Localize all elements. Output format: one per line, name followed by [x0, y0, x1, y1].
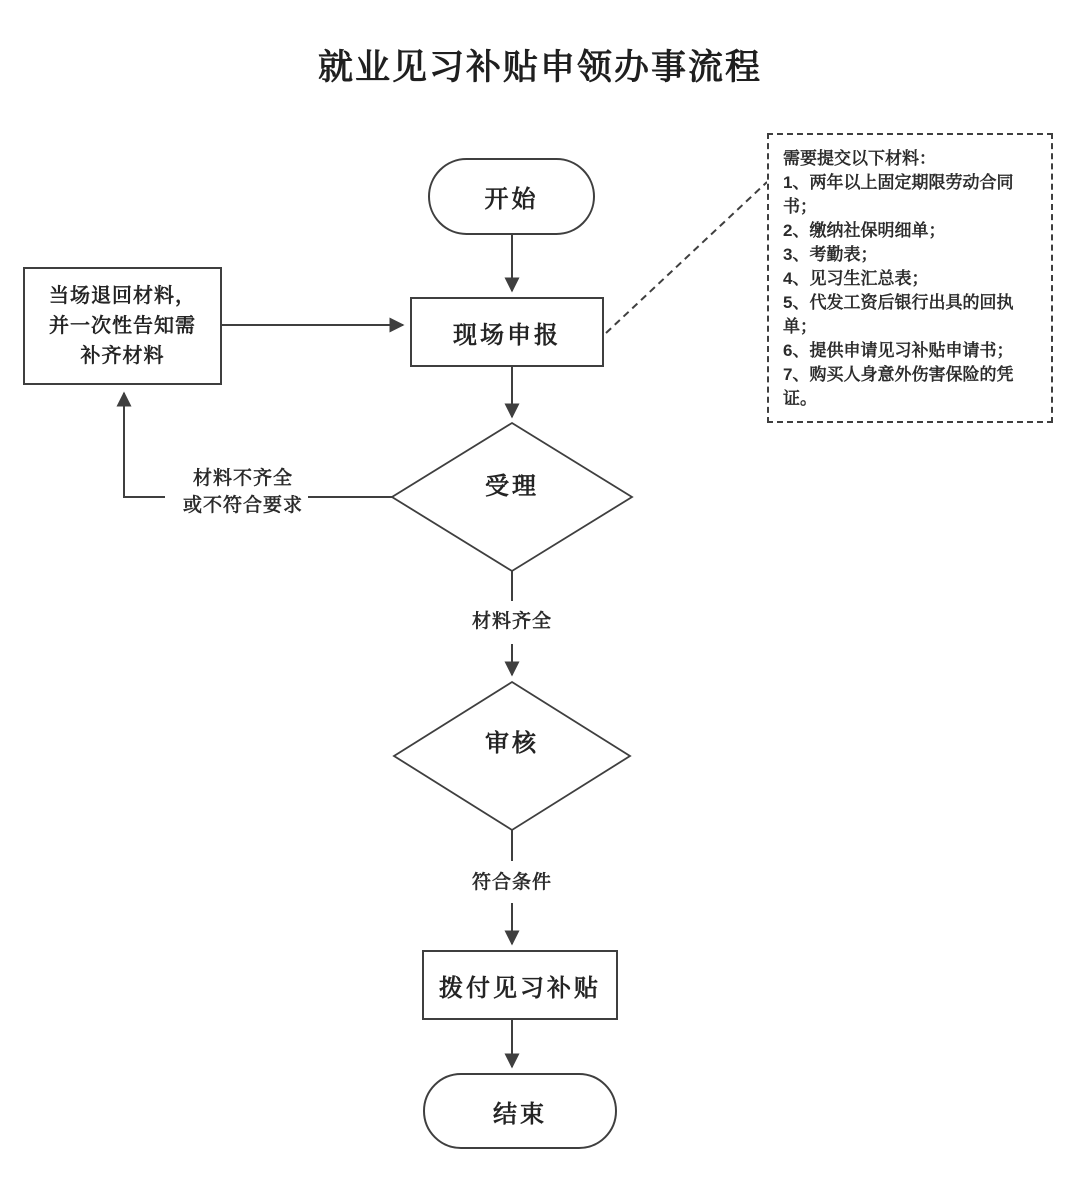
materials-note-item: 2、缴纳社保明细单； — [783, 221, 946, 240]
materials-note-item: 5、代发工资后银行出具的回执单； — [783, 293, 1014, 336]
materials-note-box — [767, 133, 1053, 423]
return-materials-node — [23, 267, 222, 385]
pay-subsidy-node — [422, 950, 618, 1020]
start-node — [428, 158, 595, 235]
return-materials-label: 当场退回材料，并一次性告知需补齐材料 — [49, 285, 196, 367]
materials-note-item: 6、提供申请见习补贴申请书； — [783, 341, 1014, 360]
edge-label-incomplete-line1: 材料不齐全 — [192, 468, 293, 489]
pay-subsidy-label: 拨付见习补贴 — [439, 974, 601, 1002]
onsite-declare-node — [410, 297, 604, 367]
onsite-declare-label: 现场申报 — [453, 321, 561, 349]
start-node-label: 开始 — [484, 186, 539, 213]
edge-incomplete-to-return — [124, 393, 165, 497]
materials-note-item: 7、购买人身意外伤害保险的凭证。 — [783, 365, 1014, 408]
materials-note-header: 需要提交以下材料： — [783, 149, 936, 168]
edge-label-incomplete — [163, 465, 323, 519]
review-decision-label: 审核 — [485, 730, 539, 757]
edge-label-qualified: 符合条件 — [471, 872, 552, 893]
materials-note-item: 1、两年以上固定期限劳动合同书； — [783, 173, 1014, 216]
edge-label-complete: 材料齐全 — [471, 611, 552, 632]
materials-note-item: 3、考勤表； — [783, 245, 878, 264]
page-title: 就业见习补贴申领办事流程 — [317, 48, 762, 87]
edge-declare-to-note-dashed — [606, 182, 767, 333]
materials-note-item: 4、见习生汇总表； — [783, 269, 929, 288]
end-node — [423, 1073, 617, 1149]
end-node-label: 结束 — [493, 1100, 547, 1128]
edge-label-incomplete-line2: 或不符合要求 — [182, 495, 303, 516]
accept-decision-label: 受理 — [485, 473, 539, 500]
